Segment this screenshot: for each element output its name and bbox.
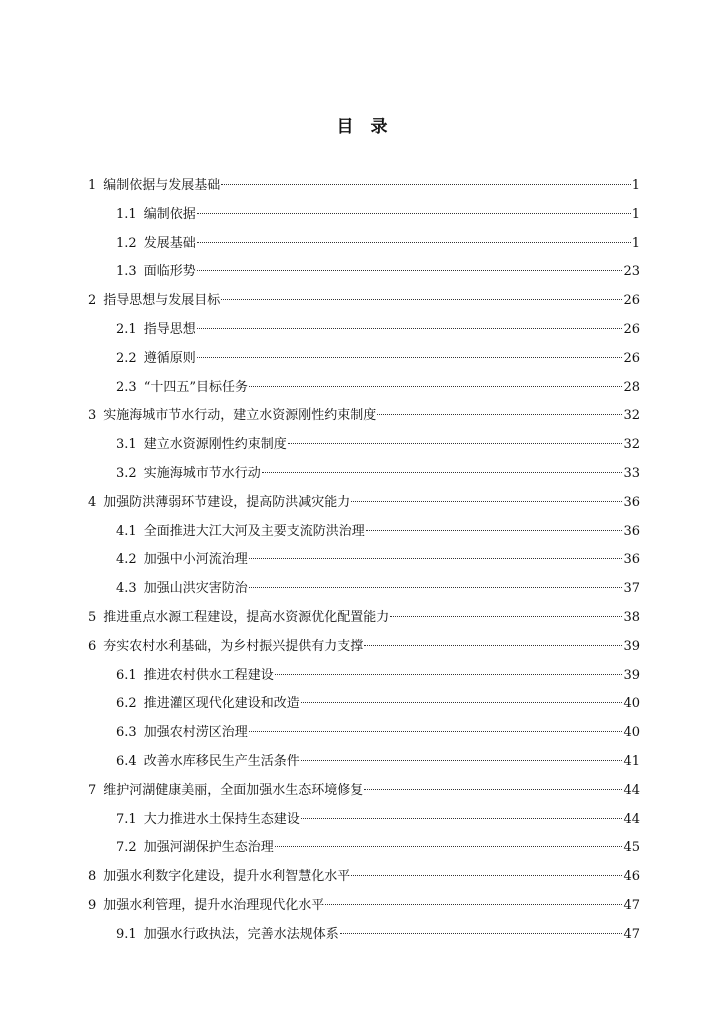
toc-entry-title: 维护河湖健康美丽，全面加强水生态环境修复 xyxy=(103,782,364,798)
toc-entry[interactable] xyxy=(88,777,640,806)
toc-page-number: 37 xyxy=(623,581,640,597)
toc-entry-title: 实施海城市节水行动 xyxy=(143,465,261,481)
toc-page-number: 33 xyxy=(623,465,640,481)
toc-entry-title: 加强农村涝区治理 xyxy=(143,725,248,741)
dot-leader xyxy=(221,299,622,300)
toc-subentry[interactable] xyxy=(88,345,640,374)
toc-entry-title: 大力推进水土保持生态建设 xyxy=(143,811,300,827)
toc-subentry[interactable] xyxy=(88,719,640,748)
toc-entry-number: 2 xyxy=(88,293,97,309)
dot-leader xyxy=(275,674,623,675)
toc-subentry[interactable] xyxy=(88,834,640,863)
toc-page-number: 40 xyxy=(623,725,640,741)
toc-entry-title: 推进重点水源工程建设，提高水资源优化配置能力 xyxy=(103,609,390,625)
toc-entry-number: 9.1 xyxy=(116,926,137,942)
toc-entry[interactable] xyxy=(88,489,640,518)
toc-entry-title: 编制依据 xyxy=(143,206,196,222)
dot-leader xyxy=(377,414,622,415)
toc-subentry[interactable] xyxy=(88,690,640,719)
dot-leader xyxy=(366,530,623,531)
toc-entry-number: 4.1 xyxy=(116,523,137,539)
toc-entry-number: 6.3 xyxy=(116,725,137,741)
toc-entry-title: 加强水行政执法，完善水法规体系 xyxy=(143,926,339,942)
dot-leader xyxy=(197,357,623,358)
toc-entry[interactable] xyxy=(88,633,640,662)
toc-page-number: 1 xyxy=(631,206,640,222)
toc-entry-title: 加强河湖保护生态治理 xyxy=(143,840,274,856)
dot-leader xyxy=(390,616,622,617)
dot-leader xyxy=(301,818,623,819)
toc-subentry[interactable] xyxy=(88,316,640,345)
toc-subentry[interactable] xyxy=(88,201,640,230)
dot-leader xyxy=(275,846,623,847)
toc-page-number: 39 xyxy=(623,638,640,654)
toc-page-number: 36 xyxy=(623,523,640,539)
toc-entry-title: 推进农村供水工程建设 xyxy=(143,667,274,683)
dot-leader xyxy=(364,789,622,790)
toc-entry-number: 8 xyxy=(88,869,97,885)
dot-leader xyxy=(325,904,622,905)
dot-leader xyxy=(262,472,623,473)
toc-entry-number: 7.1 xyxy=(116,811,137,827)
dot-leader xyxy=(249,558,623,559)
dot-leader xyxy=(351,875,622,876)
toc-subentry[interactable] xyxy=(88,258,640,287)
toc-page-number: 41 xyxy=(623,753,640,769)
toc-entry-title: 加强山洪灾害防治 xyxy=(143,581,248,597)
toc-entry-number: 6.1 xyxy=(116,667,137,683)
dot-leader xyxy=(288,443,623,444)
dot-leader xyxy=(301,760,623,761)
toc-entry-number: 1.2 xyxy=(116,235,137,251)
toc-entry-title: 全面推进大江大河及主要支流防洪治理 xyxy=(143,523,365,539)
toc-page-number: 1 xyxy=(631,178,640,193)
toc-subentry[interactable] xyxy=(88,662,640,691)
toc-page-number: 44 xyxy=(623,811,640,827)
toc-page-number: 23 xyxy=(623,264,640,280)
toc-subentry[interactable] xyxy=(88,546,640,575)
toc-entry-number: 5 xyxy=(88,609,97,625)
dot-leader xyxy=(351,501,622,502)
toc-page-number: 40 xyxy=(623,696,640,712)
toc-page-number: 45 xyxy=(623,840,640,856)
toc-entry-title: 编制依据与发展基础 xyxy=(103,178,221,193)
toc-entry-number: 3 xyxy=(88,408,97,424)
toc-entry[interactable] xyxy=(88,402,640,431)
toc-entry-number: 7.2 xyxy=(116,840,137,856)
toc-entry-number: 2.1 xyxy=(116,321,137,337)
toc-entry-number: 2.3 xyxy=(116,379,137,395)
toc-entry-number: 2.2 xyxy=(116,350,137,366)
toc-entry-number: 4.3 xyxy=(116,581,137,597)
toc-subentry[interactable] xyxy=(88,921,640,950)
toc-entry[interactable] xyxy=(88,172,640,201)
toc-page-number: 1 xyxy=(631,235,640,251)
dot-leader xyxy=(197,213,631,214)
toc-page-number: 26 xyxy=(623,350,640,366)
toc-entry-title: “十四五”目标任务 xyxy=(143,379,248,395)
toc-subentry[interactable] xyxy=(88,518,640,547)
toc-entry-number: 6.2 xyxy=(116,696,137,712)
dot-leader xyxy=(249,731,623,732)
toc-entry[interactable] xyxy=(88,287,640,316)
toc-entry-title: 发展基础 xyxy=(143,235,196,251)
toc-subentry[interactable] xyxy=(88,806,640,835)
toc-entry-title: 遵循原则 xyxy=(143,350,196,366)
toc-page-number: 36 xyxy=(623,494,640,510)
table-of-contents xyxy=(88,172,640,950)
toc-subentry[interactable] xyxy=(88,460,640,489)
toc-entry-title: 指导思想与发展目标 xyxy=(103,293,221,309)
toc-subentry[interactable] xyxy=(88,230,640,259)
toc-entry-number: 4.2 xyxy=(116,552,137,568)
toc-page-number: 32 xyxy=(623,437,640,453)
toc-page-number: 32 xyxy=(623,408,640,424)
toc-entry-number: 1 xyxy=(88,178,97,193)
dot-leader xyxy=(197,242,631,243)
toc-page-number: 26 xyxy=(623,321,640,337)
toc-entry-number: 3.2 xyxy=(116,465,137,481)
toc-entry-title: 推进灌区现代化建设和改造 xyxy=(143,696,300,712)
toc-entry-title: 面临形势 xyxy=(143,264,196,280)
dot-leader xyxy=(249,587,623,588)
toc-entry-number: 6.4 xyxy=(116,753,137,769)
dot-leader xyxy=(364,645,622,646)
toc-entry-title: 加强水利数字化建设，提升水利智慧化水平 xyxy=(103,869,351,885)
toc-page-number: 47 xyxy=(623,926,640,942)
toc-entry[interactable] xyxy=(88,892,640,921)
toc-entry-number: 9 xyxy=(88,897,97,913)
toc-subentry[interactable] xyxy=(88,575,640,604)
toc-entry-number: 6 xyxy=(88,638,97,654)
toc-subentry[interactable] xyxy=(88,431,640,460)
toc-entry-title: 加强防洪薄弱环节建设，提高防洪减灾能力 xyxy=(103,494,351,510)
toc-entry-title: 加强水利管理，提升水治理现代化水平 xyxy=(103,897,325,913)
toc-subentry[interactable] xyxy=(88,748,640,777)
toc-entry-number: 4 xyxy=(88,494,97,510)
toc-page-number: 28 xyxy=(623,379,640,395)
toc-page-number: 39 xyxy=(623,667,640,683)
dot-leader xyxy=(197,270,623,271)
dot-leader xyxy=(301,702,623,703)
toc-page-number: 38 xyxy=(623,609,640,625)
toc-entry-title: 建立水资源刚性约束制度 xyxy=(143,437,287,453)
toc-entry-title: 改善水库移民生产生活条件 xyxy=(143,753,300,769)
toc-page-number: 36 xyxy=(623,552,640,568)
toc-entry-title: 夯实农村水利基础，为乡村振兴提供有力支撑 xyxy=(103,638,364,654)
toc-entry-number: 7 xyxy=(88,782,97,798)
toc-entry-number: 1.1 xyxy=(116,206,137,222)
toc-entry-number: 1.3 xyxy=(116,264,137,280)
toc-entry-title: 指导思想 xyxy=(143,321,196,337)
toc-entry-title: 实施海城市节水行动，建立水资源刚性约束制度 xyxy=(103,408,377,424)
toc-entry[interactable] xyxy=(88,863,640,892)
dot-leader xyxy=(221,184,630,185)
toc-entry-number: 3.1 xyxy=(116,437,137,453)
toc-subentry[interactable] xyxy=(88,374,640,403)
toc-page-number: 47 xyxy=(623,897,640,913)
toc-page-number: 46 xyxy=(623,869,640,885)
toc-entry[interactable] xyxy=(88,604,640,633)
dot-leader xyxy=(340,933,623,934)
dot-leader xyxy=(249,386,622,387)
toc-entry-title: 加强中小河流治理 xyxy=(143,552,248,568)
dot-leader xyxy=(197,328,623,329)
toc-page-number: 26 xyxy=(623,293,640,309)
toc-page-number: 44 xyxy=(623,782,640,798)
page-title: 目 录 xyxy=(336,117,388,137)
